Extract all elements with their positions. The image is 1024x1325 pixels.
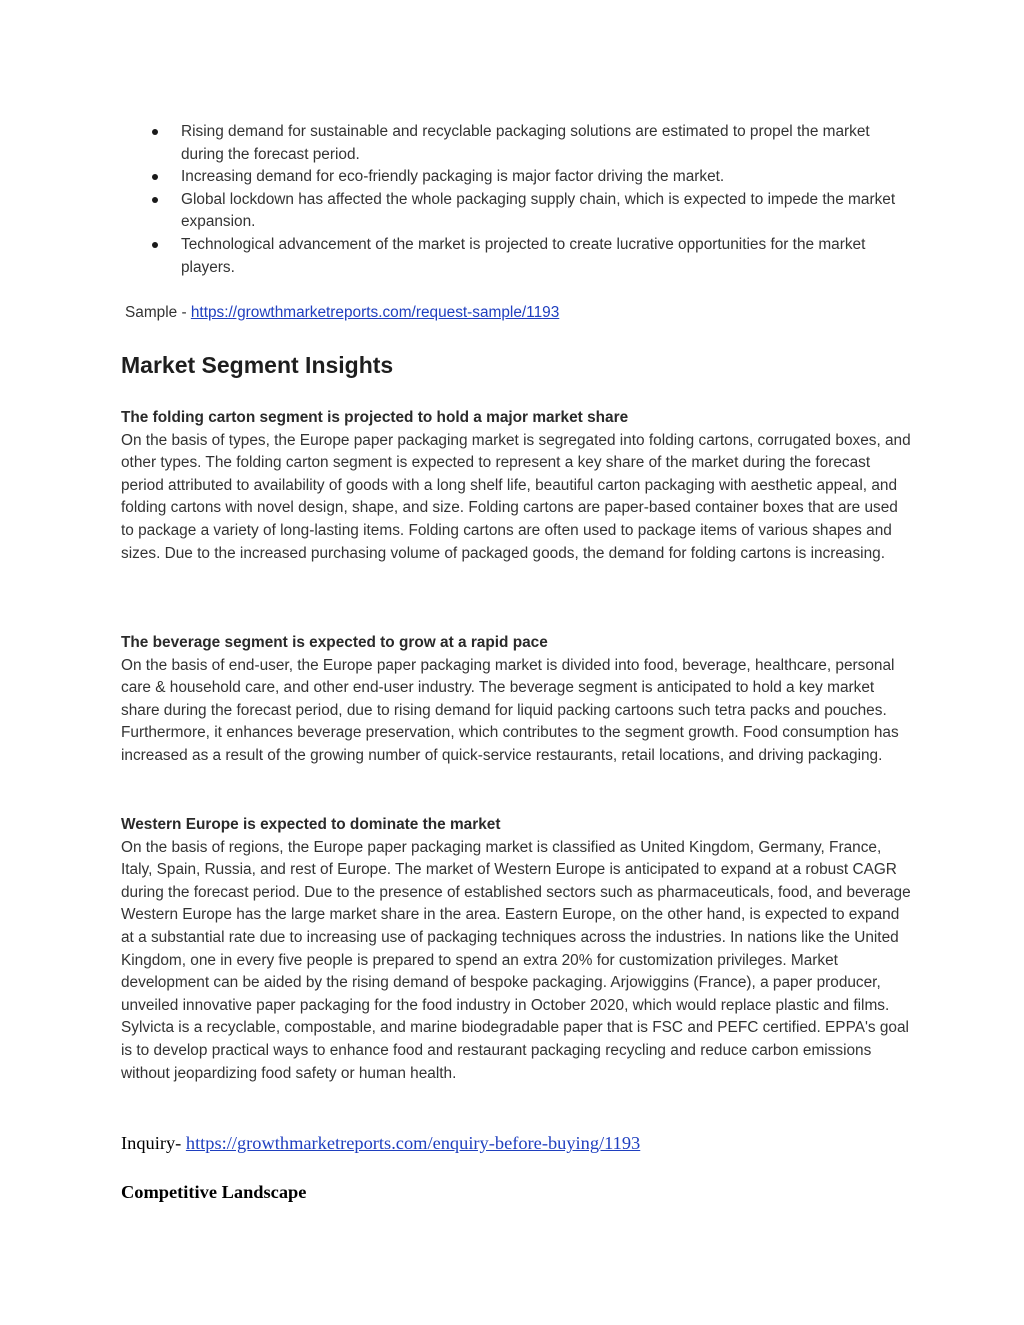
list-item — [148, 166, 908, 189]
bullet-icon — [152, 129, 158, 135]
page-title: Market Segment Insights — [121, 352, 394, 378]
list-item-text: Global lockdown has affected the whole packaging supply chain, which is expected to impede the market expansion. — [181, 190, 896, 231]
section-western-europe — [121, 814, 911, 1085]
section-heading: Western Europe is expected to dominate the market — [121, 816, 501, 833]
list-item-text: Rising demand for sustainable and recyclable packaging solutions are estimated to propel the market during the forecast period. — [181, 123, 870, 163]
section-beverage — [121, 632, 911, 768]
competitive-landscape-heading: Competitive Landscape — [121, 1182, 307, 1202]
section-folding-carton — [121, 407, 911, 565]
list-item-text: Increasing demand for eco-friendly packaging is major factor driving the market. — [181, 168, 725, 186]
section-body: On the basis of regions, the Europe paper packaging market is classified as United Kingdom, Germany, France, Italy, Spain, Russia, and rest of Europe. The market of Western Europe is anticipated to expand at a robust CAGR during the forecast period. Due to the presence of established sectors such as pharmaceuticals, food, and beverage Western Europe has the large market share in the area. Eastern Europe, on the other hand, is expected to expand at a substantial rate due to increasing use of packaging techniques across the industries. In nations like the United Kingdom, one in every five people is prepared to spend an extra 20% for customization privileges. Market development can be aided by the rising demand of bespoke packaging. Arjowiggins (France), a paper producer, unveiled innovative paper packaging for the food industry in October 2020, which would replace plastic and films. Sylvicta is a recyclable, compostable, and marine biodegradable paper that is FSC and PEFC certified. EPPA's goal is to develop practical ways to enhance food and restaurant packaging recycling and reduce carbon emissions without jeopardizing food safety or human health. — [121, 838, 911, 1082]
list-item-text: Technological advancement of the market is projected to create lucrative opportunities for the market players. — [181, 235, 866, 276]
bullet-icon — [152, 242, 158, 248]
list-item — [148, 189, 908, 234]
sample-line — [125, 302, 559, 324]
sample-label: Sample - — [125, 304, 191, 321]
inquiry-label: Inquiry- — [121, 1133, 186, 1153]
section-body: On the basis of types, the Europe paper packaging market is segregated into folding cartons, corrugated boxes, and other types. The folding carton segment is expected to represent a key share of the market during the forecast period attributed to availability of goods with a long shelf life, beautiful carton packaging with aesthetic appeal, and folding cartons with novel design, shape, and size. Folding cartons are paper-based container boxes that are used to package a variety of long-lasting items. Folding cartons are often used to package items of various shapes and sizes. Due to the increased purchasing volume of packaged goods, the demand for folding cartons is increasing. — [121, 431, 911, 562]
key-points-list — [148, 121, 908, 279]
bullet-icon — [152, 174, 158, 180]
list-item — [148, 234, 908, 279]
section-heading: The folding carton segment is projected to hold a major market share — [121, 409, 629, 426]
section-body: On the basis of end-user, the Europe paper packaging market is divided into food, beverage, healthcare, personal care & household care, and other end-user industry. The beverage segment is anticipated to hold a key market share during the forecast period, due to rising demand for liquid packing cartoons such tetra packs and pouches. Furthermore, it enhances beverage preservation, which contributes to the segment growth. Food consumption has increased as a result of the growing number of quick-service restaurants, retail locations, and driving packaging. — [121, 656, 899, 764]
section-heading: The beverage segment is expected to grow at a rapid pace — [121, 634, 548, 651]
inquiry-link[interactable]: https://growthmarketreports.com/enquiry-before-buying/1193 — [185, 1133, 641, 1153]
sample-link[interactable]: https://growthmarketreports.com/request-sample/1193 — [190, 304, 560, 321]
bullet-icon — [152, 197, 158, 203]
inquiry-line — [121, 1130, 640, 1156]
list-item — [148, 121, 908, 166]
